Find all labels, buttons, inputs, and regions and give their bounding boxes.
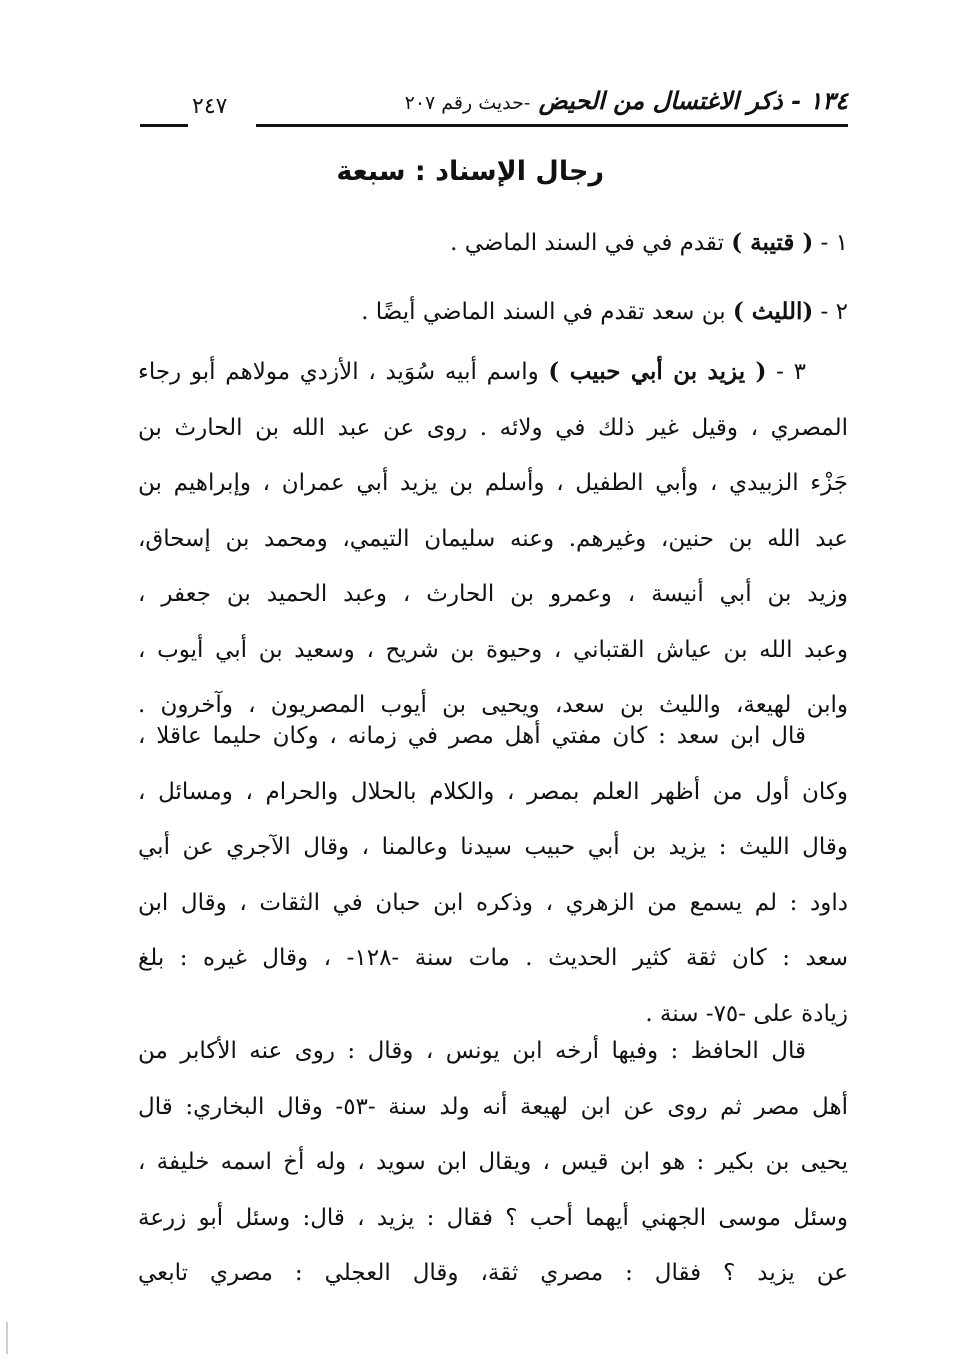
text-line: عن يزيد ؟ فقال : مصري ثقة، وقال العجلي : مصري تابعي [138,1260,848,1286]
text-line: وقال الليث : يزيد بن أبي حبيب سيدنا وعالمنا ، وقال الآجري عن أبي [138,834,848,860]
narrator-name: (الليث ) [732,298,814,325]
page-number: ٢٤٧ [192,94,228,119]
chapter-title [405,86,848,115]
text-line: وكان أول من أظهر العلم بمصر ، والكلام بالحلال والحرام ، ومسائل ، [138,778,848,805]
item-number: ١ - [813,230,848,256]
header-rule [256,124,848,127]
hadith-number-label: -حديث رقم ٢٠٧ [404,92,531,114]
text-line: سعد : كان ثقة كثير الحديث . مات سنة -١٢٨- ، وقال غيره : بلغ [138,945,848,971]
item-number: ٢ - [813,299,848,325]
narrator-item-1 [204,215,848,272]
biography-paragraph-1 [138,709,848,1042]
narrator-item-3 [138,344,848,734]
section-heading: رجال الإسناد : سبعة [336,156,604,187]
text-line: قال الحافظ : وفيها أرخه ابن يونس ، وقال : روى عنه الأكابر من [138,1038,806,1064]
text-line: قال ابن سعد : كان مفتي أهل مصر في زمانه ، وكان حليما عاقلا ، [138,723,806,749]
header-rule-left [140,124,188,127]
text-line: المصري ، وقيل غير ذلك في ولائه . روى عن عبد الله بن الحارث بن [138,414,848,441]
scan-edge-mark [6,1322,8,1354]
text-line: أهل مصر ثم روى عن ابن لهيعة أنه ولد سنة -٥٣- وقال البخاري: قال [138,1093,848,1120]
narrator-item-2 [204,284,848,341]
text-line: وابن لهيعة، والليث بن سعد، ويحيى بن أيوب المصريون ، وآخرون . [138,692,848,718]
biography-paragraph-2 [138,1024,848,1302]
text-line: يحيى بن بكير : هو ابن قيس ، ويقال ابن سويد ، وله أخ اسمه خليفة ، [138,1149,848,1175]
text-line: وعبد الله بن عياش القتباني ، وحيوة بن شريح ، وسعيد بن أبي أيوب ، [138,636,848,663]
text-line: وسئل موسى الجهني أيهما أحب ؟ فقال : يزيد ، قال: وسئل أبو زرعة [138,1204,848,1231]
text-line [138,344,848,401]
text-line: زيادة على -٧٥- سنة . [645,1000,848,1027]
running-header [140,84,848,128]
text-line: وزيد بن أبي أنيسة ، وعمرو بن الحارث ، وعبد الحميد بن جعفر ، [138,581,848,607]
item-number: ٣ - [766,359,806,385]
narrator-text: واسم أبيه سُوَيد ، الأزدي مولاهم أبو رجاء [138,359,549,385]
narrator-text: تقدم في في السند الماضي . [450,230,732,256]
chapter-title-text: ١٣٤ - ذكر الاغتسال من الحيض [538,86,848,115]
text-line: جَزْء الزبيدي ، وأبي الطفيل ، وأسلم بن يزيد أبي عمران ، وإبراهيم بن [138,470,848,496]
narrator-name: ( قتيبة ) [731,229,814,256]
narrator-text: بن سعد تقدم في السند الماضي أيضًا . [361,299,733,325]
text-line: عبد الله بن حنين، وغيرهم. وعنه سليمان التيمي، ومحمد بن إسحاق، [138,525,848,552]
text-line: داود : لم يسمع من الزهري ، وذكره ابن حبان في الثقات ، وقال ابن [138,889,848,916]
narrator-name: ( يزيد بن أبي حبيب ) [548,358,767,385]
